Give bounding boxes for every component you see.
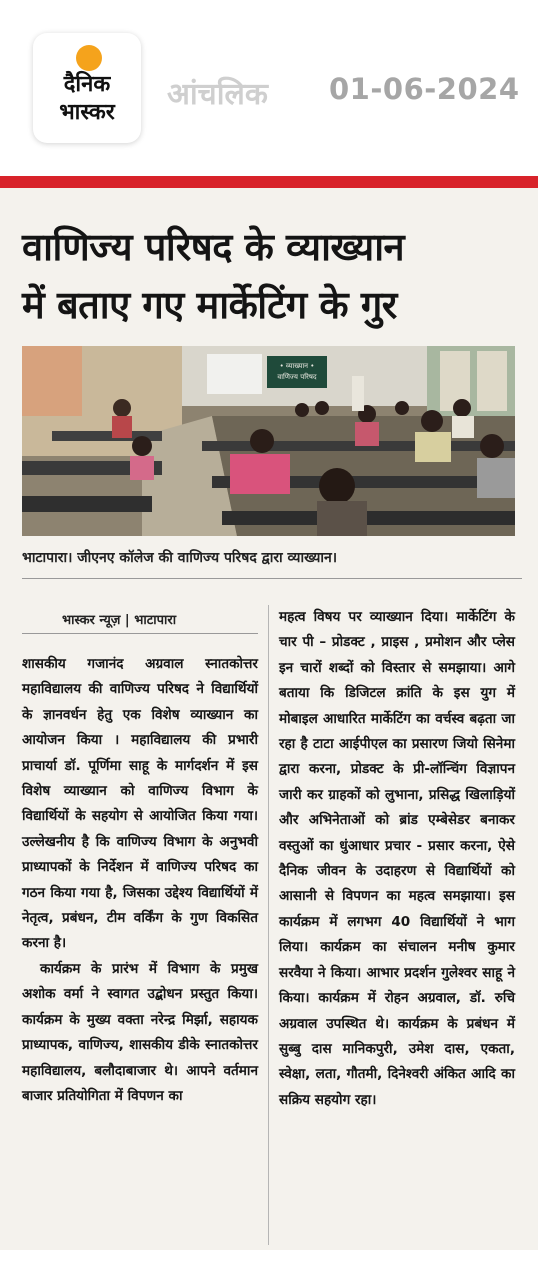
headline-line-1: वाणिज्य परिषद के व्याख्यान <box>22 225 405 269</box>
article-column-left <box>22 652 258 1109</box>
classroom-photo-illustration <box>22 346 515 536</box>
publication-date: 01-06-2024 <box>329 72 520 106</box>
byline-divider <box>22 633 258 634</box>
column-divider <box>268 605 269 1245</box>
logo-text-line2: भास्कर <box>59 100 115 125</box>
logo-sun-icon <box>76 45 102 71</box>
board-text-2: वाणिज्य परिषद <box>277 373 317 381</box>
article-photo <box>22 346 515 536</box>
article-column-right <box>279 605 515 1113</box>
paragraph-1: शासकीय गजानंद अग्रवाल स्नातकोत्तर महाविद्यालय की वाणिज्य परिषद ने विद्यार्थियों के ज्ञानवर्धन हेतु एक विशेष व्याख्यान का आयोजन किया । महाविद्यालय की प्रभारी प्राचार्या डॉ. पूर्णिमा साहू के मार्गदर्शन में इस विशेष व्याख्यान को वाणिज्य विभाग के विद्यार्थियों के सहयोग से आयोजित किया गया। उल्लेखनीय है कि वाणिज्य विभाग के अनुभवी प्राध्यापकों के निर्देशन में वाणिज्य परिषद का गठन किया गया है, जिसका उद्देश्य विद्यार्थियों में नेतृत्व, प्रबंधन, टीम वर्किंग के गुण विकसित करना है। <box>22 656 258 952</box>
article-byline: भास्कर न्यूज़ | भाटापारा <box>62 613 177 628</box>
logo-text-line1: दैनिक <box>63 72 111 97</box>
newspaper-header <box>0 0 538 176</box>
page-bottom-edge <box>0 1250 538 1280</box>
photo-caption: भाटापारा। जीएनए कॉलेज की वाणिज्य परिषद द्वारा व्याख्यान। <box>22 550 338 566</box>
paragraph-3: महत्व विषय पर व्याख्यान दिया। मार्केटिंग के चार पी – प्रोडक्ट , प्राइस , प्रमोशन और प्लेस इन चारों शब्दों को विस्तार से समझाया। आगे बताया कि डिजिटल क्रांति के इस युग में मोबाइल आधारित मार्केटिंग का वर्चस्व बढ़ता जा रहा है टाटा आईपीएल का प्रसारण जियो सिनेमा द्वारा करना, प्रोडक्ट के प्री-लॉन्चिंग विज्ञापन जारी कर ग्राहकों को लुभाना, प्रसिद्ध खिलाड़ियों और अभिनेताओं को ब्रांड एम्बेसेडर बनाकर वस्तुओं का धुंआधार प्रचार - प्रसार करना, ऐसे दैनिक जीवन के उदाहरण से विद्यार्थियों को आसानी से विपणन का महत्व समझाया। इस कार्यक्रम में लगभग 40 विद्यार्थियों ने भाग लिया। कार्यक्रम का संचालन मनीष कुमार सरवैया ने किया। आभार प्रदर्शन गुलेश्वर साहू ने किया। कार्यक्रम में रोहन अग्रवाल, डॉ. रुचि अग्रवाल उपस्थित थे। कार्यक्रम के प्रबंधन में सुब्बु दास मानिकपुरी, उमेश दास, एकता, स्वेक्षा, लता, गौतमी, दिनेश्वरी अंकित आदि का सक्रिय सहयोग रहा। <box>279 609 515 1108</box>
article-headline <box>22 218 522 334</box>
paragraph-2: कार्यक्रम के प्रारंभ में विभाग के प्रमुख अशोक वर्मा ने स्वागत उद्बोधन प्रस्तुत किया। कार्यक्रम के मुख्य वक्ता नरेन्द्र मिर्झा, सहायक प्राध्यापक, वाणिज्य, शासकीय डीके स्नातकोत्तर महाविद्यालय, बलौदाबाजार थे। आपने वर्तमान बाजार प्रतियोगिता में विपणन का <box>22 960 258 1104</box>
dainik-bhaskar-logo <box>33 33 141 143</box>
header-divider <box>0 176 538 188</box>
section-label: आंचलिक <box>167 77 268 112</box>
headline-line-2: में बताए गए मार्केटिंग के गुर <box>22 283 397 327</box>
board-text-1: • व्याख्यान • <box>279 362 315 370</box>
caption-divider <box>22 578 522 579</box>
